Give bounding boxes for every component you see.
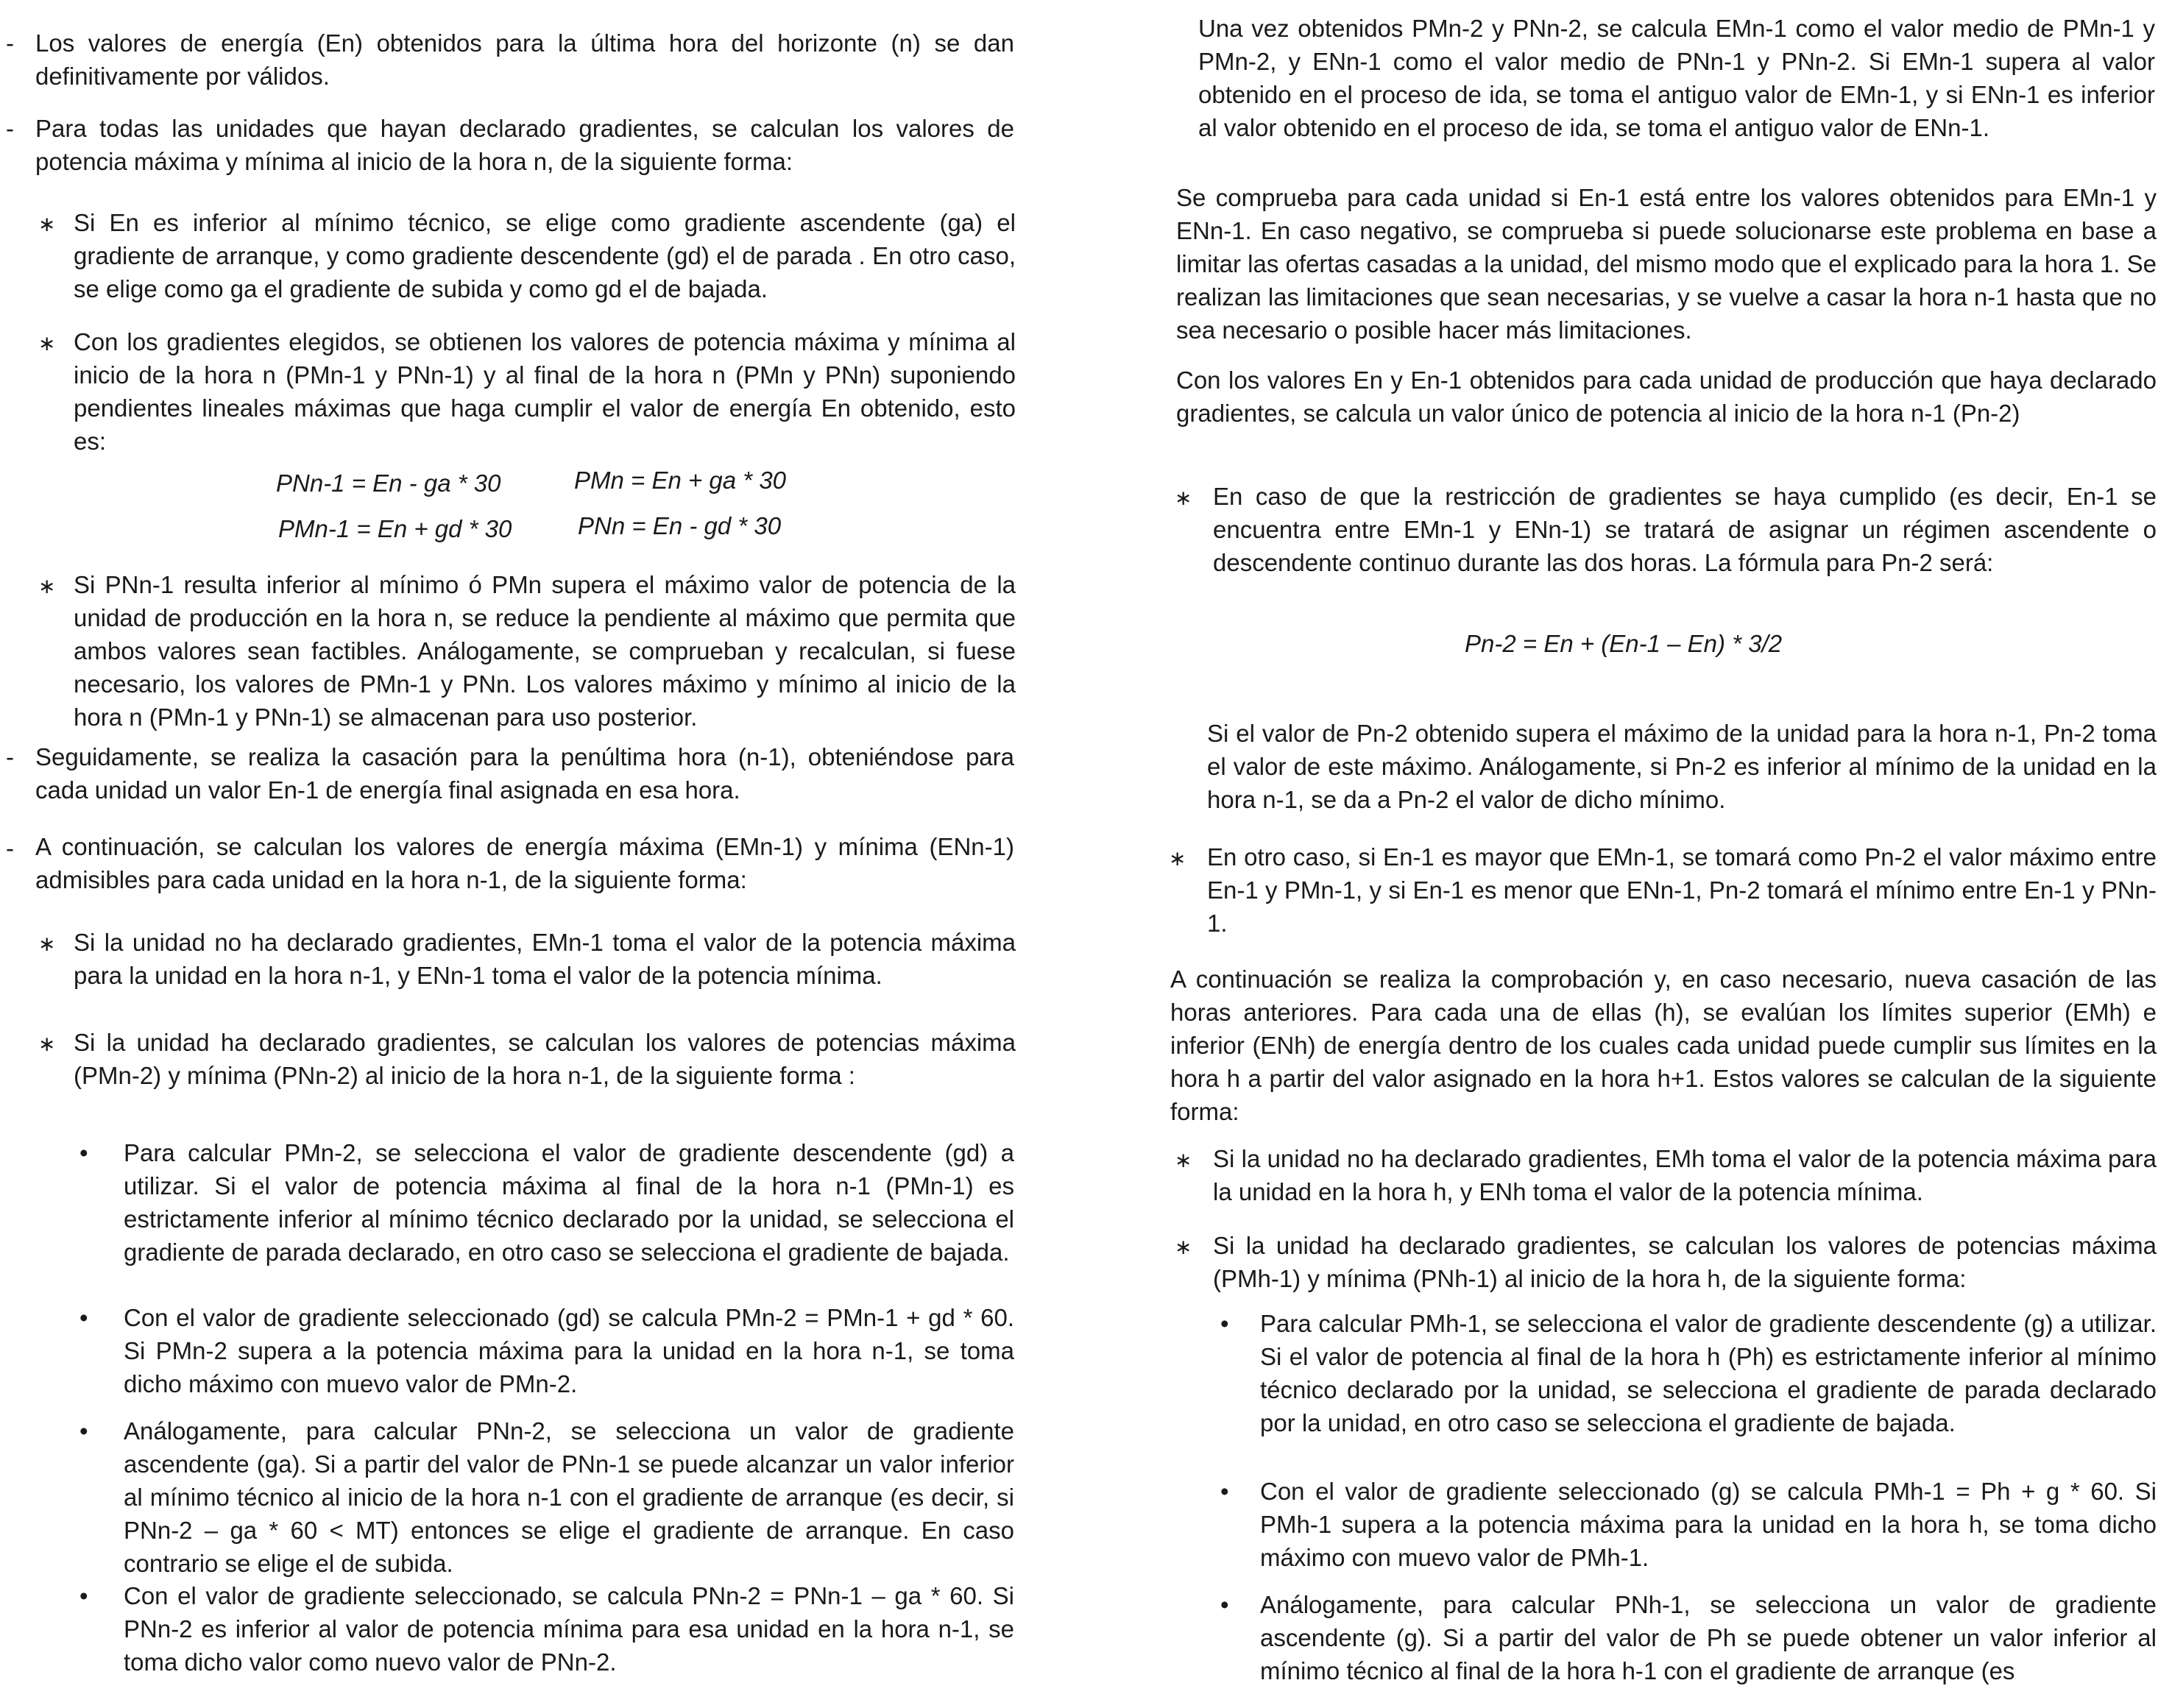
bullet-marker: •: [79, 1417, 88, 1445]
paragraph: A continuación, se calculan los valores de energía máxima (EMn-1) y mínima (ENn-1) admisibles para cada unidad en la hora n-1, de la siguiente forma:: [35, 833, 1014, 893]
star-marker: ∗: [1175, 1149, 1192, 1172]
paragraph: Seguidamente, se realiza la casación para la penúltima hora (n-1), obteniéndose para cada unidad un valor En-1 de energía final asignada en esa hora.: [35, 743, 1014, 804]
star-marker: ∗: [1175, 1236, 1192, 1258]
bullet-marker: •: [79, 1582, 88, 1609]
paragraph: Con el valor de gradiente seleccionado, se calcula PNn-2 = PNn-1 – ga * 60. Si PNn-2 es inferior al valor de potencia mínima para esa unidad en la hora n-1, se toma dicho valor como nuevo valor de PNn-2.: [124, 1582, 1014, 1676]
paragraph: Los valores de energía (En) obtenidos para la última hora del horizonte (n) se dan definitivamente por válidos.: [35, 29, 1014, 90]
bullet-marker: •: [1220, 1478, 1229, 1505]
formula: PNn = En - gd * 30: [578, 512, 782, 539]
paragraph: Para calcular PMh-1, se selecciona el valor de gradiente descendente (g) a utilizar. Si el valor de potencia al final de la hora h (Ph) es estrictamente inferior al mínimo técnico declarado por la unidad, se selecciona el gradiente de parada declarado por la unidad, en otro caso se selecciona el gradiente de bajada.: [1260, 1310, 2157, 1436]
star-marker: ∗: [38, 213, 56, 235]
star-marker: ∗: [38, 575, 56, 598]
paragraph: Con el valor de gradiente seleccionado (gd) se calcula PMn-2 = PMn-1 + gd * 60. Si PMn-2 supera a la potencia máxima para la unidad en la hora n-1, se toma dicho máximo con muevo valor de PMn-2.: [124, 1304, 1014, 1397]
paragraph: Si la unidad ha declarado gradientes, se calculan los valores de potencias máxima (PMh-1) y mínima (PNh-1) al inicio de la hora h, de la siguiente forma:: [1213, 1232, 2157, 1292]
paragraph: Si PNn-1 resulta inferior al mínimo ó PMn supera el máximo valor de potencia de la unidad de producción en la hora n, se reduce la pendiente al máximo que permita que ambos valores sean factibles. Análogamente, se comprueban y recalculan, si fuese necesario, los valores de PMn-1 y PNn. Los valores máximo y mínimo al inicio de la hora n (PMn-1 y PNn-1) se almacenan para uso posterior.: [74, 571, 1016, 731]
paragraph: A continuación se realiza la comprobación y, en caso necesario, nueva casación de las horas anteriores. Para cada una de ellas (h), se evalúan los límites superior (EMh) e inferior (ENh) de energía dentro de los cuales cada unidad puede cumplir sus límites en la hora h a partir del valor asignado en la hora h+1. Estos valores se calculan de la siguiente forma:: [1170, 965, 2157, 1125]
dash-marker: -: [6, 743, 14, 770]
paragraph: Con los gradientes elegidos, se obtienen los valores de potencia máxima y mínima al inicio de la hora n (PMn-1 y PNn-1) y al final de la hora n (PMn y PNn) suponiendo pendientes lineales máximas que haga cumplir el valor de energía En obtenido, esto es:: [74, 328, 1016, 455]
formula: PNn-1 = En - ga * 30: [276, 469, 501, 497]
bullet-marker: •: [1220, 1591, 1229, 1618]
paragraph: Una vez obtenidos PMn-2 y PNn-2, se calcula EMn-1 como el valor medio de PMn-1 y PMn-2, y ENn-1 como el valor medio de PNn-1 y PNn-2. Si EMn-1 supera al valor obtenido en el proceso de ida, se toma el antiguo valor de EMn-1, y si ENn-1 es inferior al valor obtenido en el proceso de ida, se toma el antiguo valor de ENn-1.: [1198, 15, 2155, 141]
formula: PMn = En + ga * 30: [574, 467, 787, 494]
paragraph: Si la unidad no ha declarado gradientes, EMh toma el valor de la potencia máxima para la unidad en la hora h, y ENh toma el valor de la potencia mínima.: [1213, 1145, 2157, 1205]
paragraph: En otro caso, si En-1 es mayor que EMn-1, se tomará como Pn-2 el valor máximo entre En-1 y PMn-1, y si En-1 es menor que ENn-1, Pn-2 tomará el mínimo entre En-1 y PNn-1.: [1207, 843, 2157, 937]
paragraph: Con el valor de gradiente seleccionado (g) se calcula PMh-1 = Ph + g * 60. Si PMh-1 supera a la potencia máxima para la unidad en la hora h, se toma dicho máximo con muevo valor de PMh-1.: [1260, 1478, 2157, 1571]
paragraph: Para calcular PMn-2, se selecciona el valor de gradiente descendente (gd) a utilizar. Si el valor de potencia máxima al final de la hora n-1 (PMn-1) es estrictamente inferior al mínimo técnico declarado por la unidad, se selecciona el gradiente de parada declarado, en otro caso se selecciona el gradiente de bajada.: [124, 1139, 1014, 1266]
dash-marker: -: [6, 115, 14, 142]
star-marker: ∗: [38, 332, 56, 355]
paragraph: Análogamente, para calcular PNh-1, se selecciona un valor de gradiente ascendente (g). Si a partir del valor de Ph se puede obtener un valor inferior al mínimo técnico al final de la hora h-1 con el gradiente de arranque (es: [1260, 1591, 2157, 1684]
bullet-marker: •: [79, 1139, 88, 1166]
bullet-marker: •: [79, 1304, 88, 1331]
formula: Pn-2 = En + (En-1 – En) * 3/2: [1465, 630, 1783, 657]
formula: PMn-1 = En + gd * 30: [278, 515, 512, 542]
star-marker: ∗: [38, 1032, 56, 1055]
star-marker: ∗: [1169, 847, 1186, 870]
paragraph: En caso de que la restricción de gradientes se haya cumplido (es decir, En-1 se encuentra entre EMn-1 y ENn-1) se tratará de asignar un régimen ascendente o descendente continuo durante las dos horas. La fórmula para Pn-2 será:: [1213, 483, 2157, 576]
dash-marker: -: [6, 834, 14, 862]
paragraph: Si el valor de Pn-2 obtenido supera el máximo de la unidad para la hora n-1, Pn-2 toma el valor de este máximo. Análogamente, si Pn-2 es inferior al mínimo de la unidad en la hora n-1, se da a Pn-2 el valor de dicho mínimo.: [1207, 720, 2157, 813]
paragraph: Si En es inferior al mínimo técnico, se elige como gradiente ascendente (ga) el gradiente de arranque, y como gradiente descendente (gd) el de parada . En otro caso, se elige como ga el gradiente de subida y como gd el de bajada.: [74, 209, 1016, 302]
paragraph: Análogamente, para calcular PNn-2, se selecciona un valor de gradiente ascendente (ga). Si a partir del valor de PNn-1 se puede alcanzar un valor inferior al mínimo técnico al inicio de la hora n-1 con el gradiente de arranque (es decir, si PNn-2 – ga * 60 < MT) entonces se elige el gradiente de arranque. En caso contrario se elige el de subida.: [124, 1417, 1014, 1577]
star-marker: ∗: [38, 932, 56, 955]
paragraph: Si la unidad no ha declarado gradientes, EMn-1 toma el valor de la potencia máxima para la unidad en la hora n-1, y ENn-1 toma el valor de la potencia mínima.: [74, 929, 1016, 989]
star-marker: ∗: [1175, 486, 1192, 509]
paragraph: Para todas las unidades que hayan declarado gradientes, se calculan los valores de potencia máxima y mínima al inicio de la hora n, de la siguiente forma:: [35, 115, 1014, 175]
paragraph: Si la unidad ha declarado gradientes, se calculan los valores de potencias máxima (PMn-2) y mínima (PNn-2) al inicio de la hora n-1, de la siguiente forma :: [74, 1029, 1016, 1089]
paragraph: Con los valores En y En-1 obtenidos para cada unidad de producción que haya declarado gradientes, se calcula un valor único de potencia al inicio de la hora n-1 (Pn-2): [1176, 366, 2157, 427]
paragraph: Se comprueba para cada unidad si En-1 está entre los valores obtenidos para EMn-1 y ENn-1. En caso negativo, se comprueba si puede solucionarse este problema en base a limitar las ofertas casadas a la unidad, del mismo modo que el explicado para la hora 1. Se realizan las limitaciones que sean necesarias, y se vuelve a casar la hora n-1 hasta que no sea necesario o posible hacer más limitaciones.: [1176, 184, 2157, 344]
dash-marker: -: [6, 29, 14, 57]
bullet-marker: •: [1220, 1310, 1229, 1337]
